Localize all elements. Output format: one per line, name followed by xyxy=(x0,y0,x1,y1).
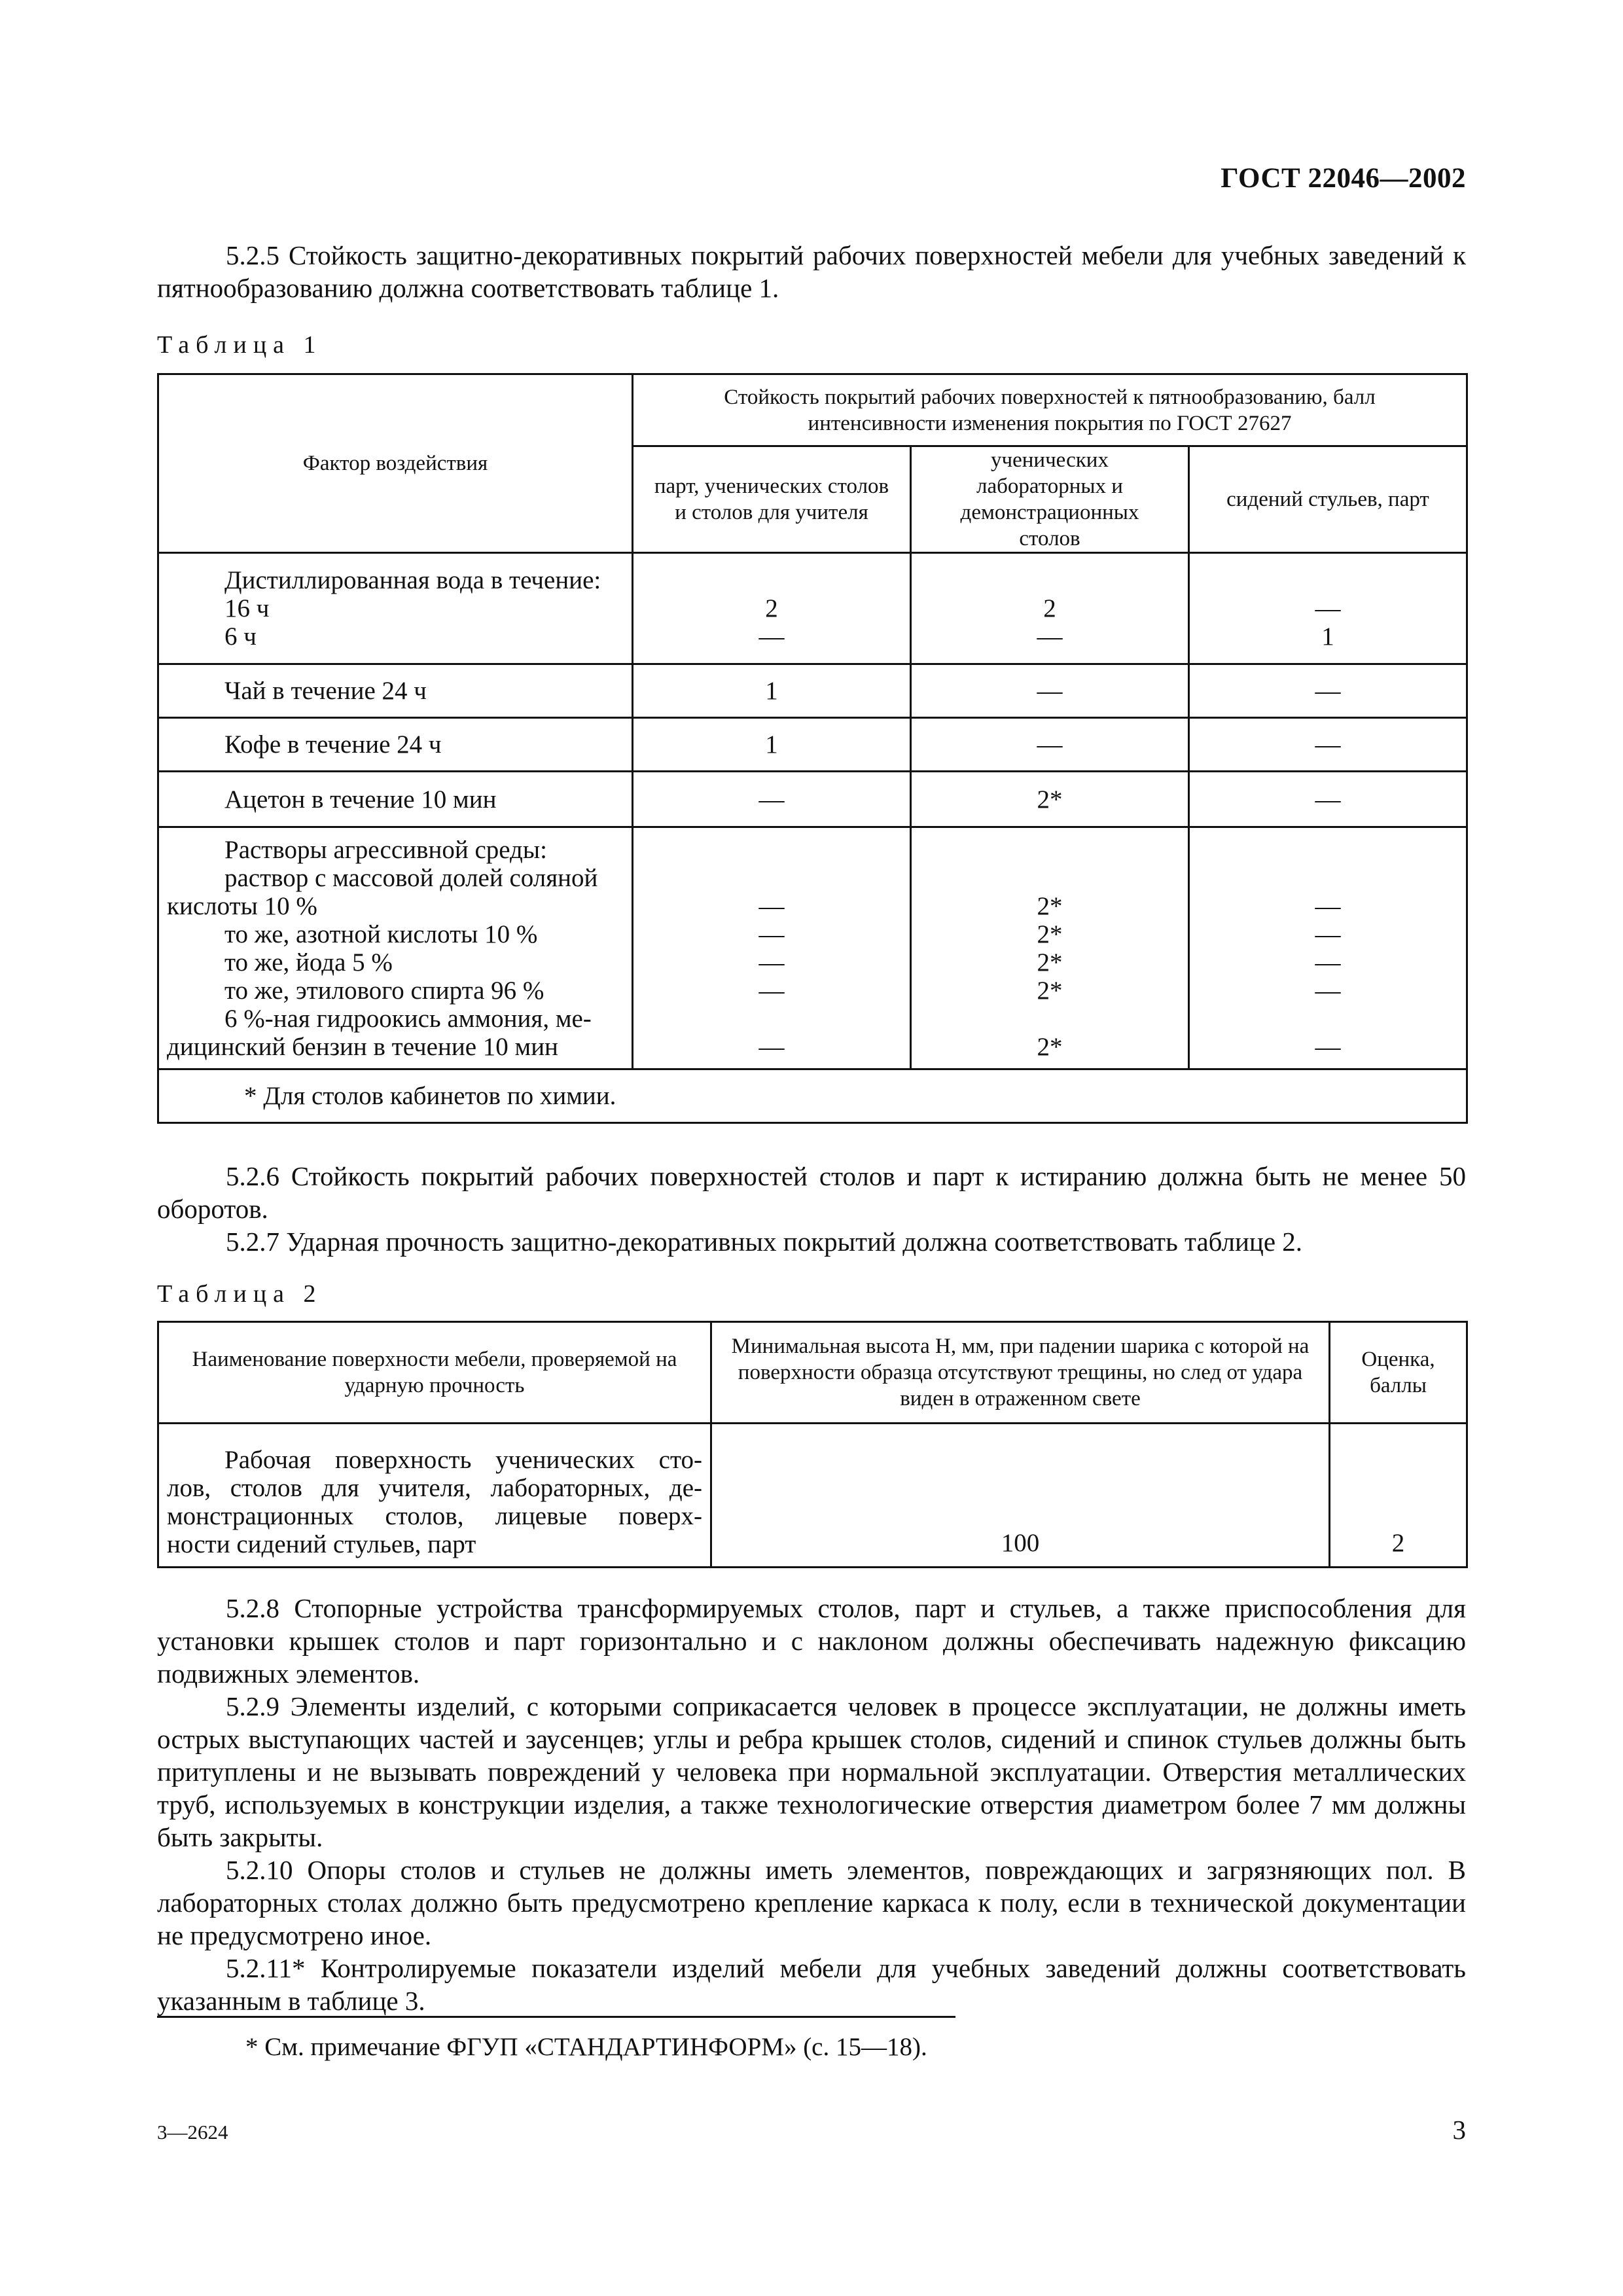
table1-value: — xyxy=(1315,976,1341,1005)
table1-value-cell-col2 xyxy=(911,553,1189,664)
table2-name-line: Рабочая поверхность ученических сто- xyxy=(224,1446,702,1474)
table1-value-cell-col1 xyxy=(633,553,911,664)
paragraph-5-2-9: 5.2.9 Элементы изделий, с которыми соприкасается человек в процессе эксплуатации, не должны иметь острых выступающих частей и заусенцев; углы и ребра крышек столов, сидений и спинок стульев должны быть притуплены и не вызывать повреждений у человека при нормальной эксплуатации. Отверстия металлических труб, используемых в конструкции изделия, а также технологические отверстия диаметром более 7 мм должны быть закрыты. xyxy=(157,1691,1466,1852)
table1-factor-line: 16 ч xyxy=(224,594,270,622)
table1-value: 2* xyxy=(1037,1032,1063,1061)
table2-header-height: Минимальная высота H, мм, при падении шарика с которой на поверхности образца отсутствуют трещины, но след от удара виден в отраженном свете xyxy=(711,1322,1330,1424)
table1-value: — xyxy=(758,1032,785,1061)
table1-header-col1: парт, ученических столов и столов для учителя xyxy=(633,446,911,553)
table1-factor-line: Дистиллированная вода в течение: xyxy=(224,566,601,594)
table1-value: — xyxy=(1037,730,1063,759)
table1-header-col3: сидений стульев, парт xyxy=(1189,446,1467,553)
table1-value-cell-col3 xyxy=(1189,664,1467,718)
table1-value: — xyxy=(758,891,785,920)
table1-value xyxy=(912,864,1188,892)
table1-value xyxy=(912,566,1188,594)
table1-value: 2* xyxy=(1037,948,1063,977)
table1-factor-line: 6 %-ная гидроокись аммония, ме- xyxy=(224,1004,592,1033)
footnote: * См. примечание ФГУП «СТАНДАРТИНФОРМ» (с. 15—18). xyxy=(245,2033,927,2061)
table1-factor-line: кислоты 10 % xyxy=(167,891,317,920)
table1-row xyxy=(158,553,1467,664)
table2-name-line: лов, столов для учителя, лабораторных, де- xyxy=(167,1474,702,1502)
table1-value: — xyxy=(1037,677,1063,705)
paragraph-5-2-10: 5.2.10 Опоры столов и стульев не должны иметь элементов, повреждающих и загрязняющих пол. В лабораторных столах должно быть предусмотрено крепление каркаса к полу, если в технической документации не предусмотрено иное. xyxy=(157,1855,1466,1950)
table2-caption: Таблица 2 xyxy=(157,1280,323,1308)
table1-value: — xyxy=(758,920,785,948)
table1-value xyxy=(912,836,1188,864)
table1-value xyxy=(633,864,910,892)
table1-value-cell-col3 xyxy=(1189,553,1467,664)
paragraph-5-2-5: 5.2.5 Стойкость защитно-декоративных покрытий рабочих поверхностей мебели для учебных заведений к пятнообразованию должна соответствовать таблице 1. xyxy=(157,240,1466,303)
table1-value-cell-col1 xyxy=(633,718,911,772)
table1-value: — xyxy=(1315,730,1341,759)
table1-factor-cell xyxy=(158,553,633,664)
table1-factor-cell xyxy=(158,827,633,1069)
table1-value-cell-col1 xyxy=(633,664,911,718)
table1-row xyxy=(158,772,1467,827)
paragraph-5-2-6: 5.2.6 Стойкость покрытий рабочих поверхностей столов и парт к истиранию должна быть не менее 50 оборотов. xyxy=(157,1161,1466,1224)
table-2 xyxy=(157,1321,1468,1568)
table1-caption: Таблица 1 xyxy=(157,331,323,359)
table1-factor-line: то же, этилового спирта 96 % xyxy=(224,976,544,1005)
table1-value xyxy=(912,1005,1188,1033)
table1-row xyxy=(158,718,1467,772)
table1-body xyxy=(158,553,1467,1069)
table1-value-cell-col3 xyxy=(1189,827,1467,1069)
table1-factor-line: Кофе в течение 24 ч xyxy=(224,730,442,759)
table1-header-col2: ученических лабораторных и демонстрационных столов xyxy=(911,446,1189,553)
table1-value: — xyxy=(758,785,785,814)
table1-value: — xyxy=(1315,594,1341,622)
paragraph-5-2-7: 5.2.7 Ударная прочность защитно-декоративных покрытий должна соответствовать таблице 2. xyxy=(226,1227,1303,1257)
table1-factor-line: Ацетон в течение 10 мин xyxy=(224,785,497,814)
table1-factor-cell xyxy=(158,772,633,827)
table1-value: 2 xyxy=(765,594,778,622)
paragraph-5-2-8: 5.2.8 Стопорные устройства трансформируемых столов, парт и стульев, а также приспособления для установки крышек столов и парт горизонтально и с наклоном должны обеспечивать надежную фиксацию подвижных элементов. xyxy=(157,1593,1466,1689)
table2-header-name: Наименование поверхности мебели, проверяемой на ударную прочность xyxy=(158,1322,711,1424)
table2-row-height: 100 xyxy=(711,1424,1330,1568)
table1-row xyxy=(158,664,1467,718)
table1-factor-line: то же, йода 5 % xyxy=(224,948,393,977)
table1-value: — xyxy=(758,976,785,1005)
table1-value-cell-col3 xyxy=(1189,772,1467,827)
table1-value xyxy=(633,1005,910,1033)
table1-row xyxy=(158,827,1467,1069)
table1-factor-line: 6 ч xyxy=(224,622,257,651)
table2-row-name xyxy=(158,1424,711,1568)
table1-value: 1 xyxy=(765,677,778,705)
table1-value: 2* xyxy=(1037,891,1063,920)
table2-header-score: Оценка, баллы xyxy=(1330,1322,1467,1424)
page-number: 3 xyxy=(1452,2115,1466,2145)
table2-name-line: ности сидений стульев, парт xyxy=(167,1530,476,1558)
table1-value: — xyxy=(1315,1032,1341,1061)
table1-value xyxy=(1190,836,1466,864)
table1-value xyxy=(633,836,910,864)
table1-value-cell-col2 xyxy=(911,772,1189,827)
table1-value: — xyxy=(1315,785,1341,814)
table1-value: — xyxy=(758,948,785,977)
table1-header-factor: Фактор воздействия xyxy=(158,374,633,553)
table1-value: — xyxy=(1315,948,1341,977)
table1-value xyxy=(1190,864,1466,892)
table1-factor-line: раствор с массовой долей соляной xyxy=(224,863,598,892)
table1-value: — xyxy=(1315,891,1341,920)
table1-factor-line: дицинский бензин в течение 10 мин xyxy=(167,1032,558,1061)
table1-value: 2* xyxy=(1037,920,1063,948)
table1-note: * Для столов кабинетов по химии. xyxy=(158,1069,1467,1123)
table1-value: 2* xyxy=(1037,976,1063,1005)
table1-value-cell-col1 xyxy=(633,772,911,827)
table1-value: 1 xyxy=(765,730,778,759)
table1-factor-line: Растворы агрессивной среды: xyxy=(224,835,547,864)
table1-value xyxy=(1190,1005,1466,1033)
standard-header: ГОСТ 22046—2002 xyxy=(1221,163,1466,194)
table1-factor-line: то же, азотной кислоты 10 % xyxy=(224,920,538,948)
table1-value: — xyxy=(1037,622,1063,651)
table1-value xyxy=(1190,566,1466,594)
table1-value xyxy=(633,566,910,594)
table1-value: 2* xyxy=(1037,785,1063,814)
table1-value: 1 xyxy=(1321,622,1334,651)
table1-value-cell-col2 xyxy=(911,827,1189,1069)
table1-value-cell-col3 xyxy=(1189,718,1467,772)
table1-value: — xyxy=(758,622,785,651)
print-code: 3—2624 xyxy=(157,2121,228,2144)
table1-value: 2 xyxy=(1043,594,1056,622)
paragraph-5-2-11: 5.2.11* Контролируемые показатели изделий мебели для учебных заведений должны соответствовать указанным в таблице 3. xyxy=(157,1953,1466,2016)
table1-factor-cell xyxy=(158,718,633,772)
table2-row-score: 2 xyxy=(1330,1424,1467,1568)
footnote-rule xyxy=(157,2016,955,2018)
table1-value-cell-col1 xyxy=(633,827,911,1069)
table1-factor-line: Чай в течение 24 ч xyxy=(224,677,427,705)
table1-value-cell-col2 xyxy=(911,664,1189,718)
table1-value: — xyxy=(1315,920,1341,948)
table1-factor-cell xyxy=(158,664,633,718)
table1-value: — xyxy=(1315,677,1341,705)
table1-value-cell-col2 xyxy=(911,718,1189,772)
table2-name-line: монстрационных столов, лицевые поверх- xyxy=(167,1502,702,1530)
table1-header-group: Стойкость покрытий рабочих поверхностей к пятнообразованию, балл интенсивности изменения покрытия по ГОСТ 27627 xyxy=(633,374,1467,446)
table-1 xyxy=(157,373,1468,1124)
